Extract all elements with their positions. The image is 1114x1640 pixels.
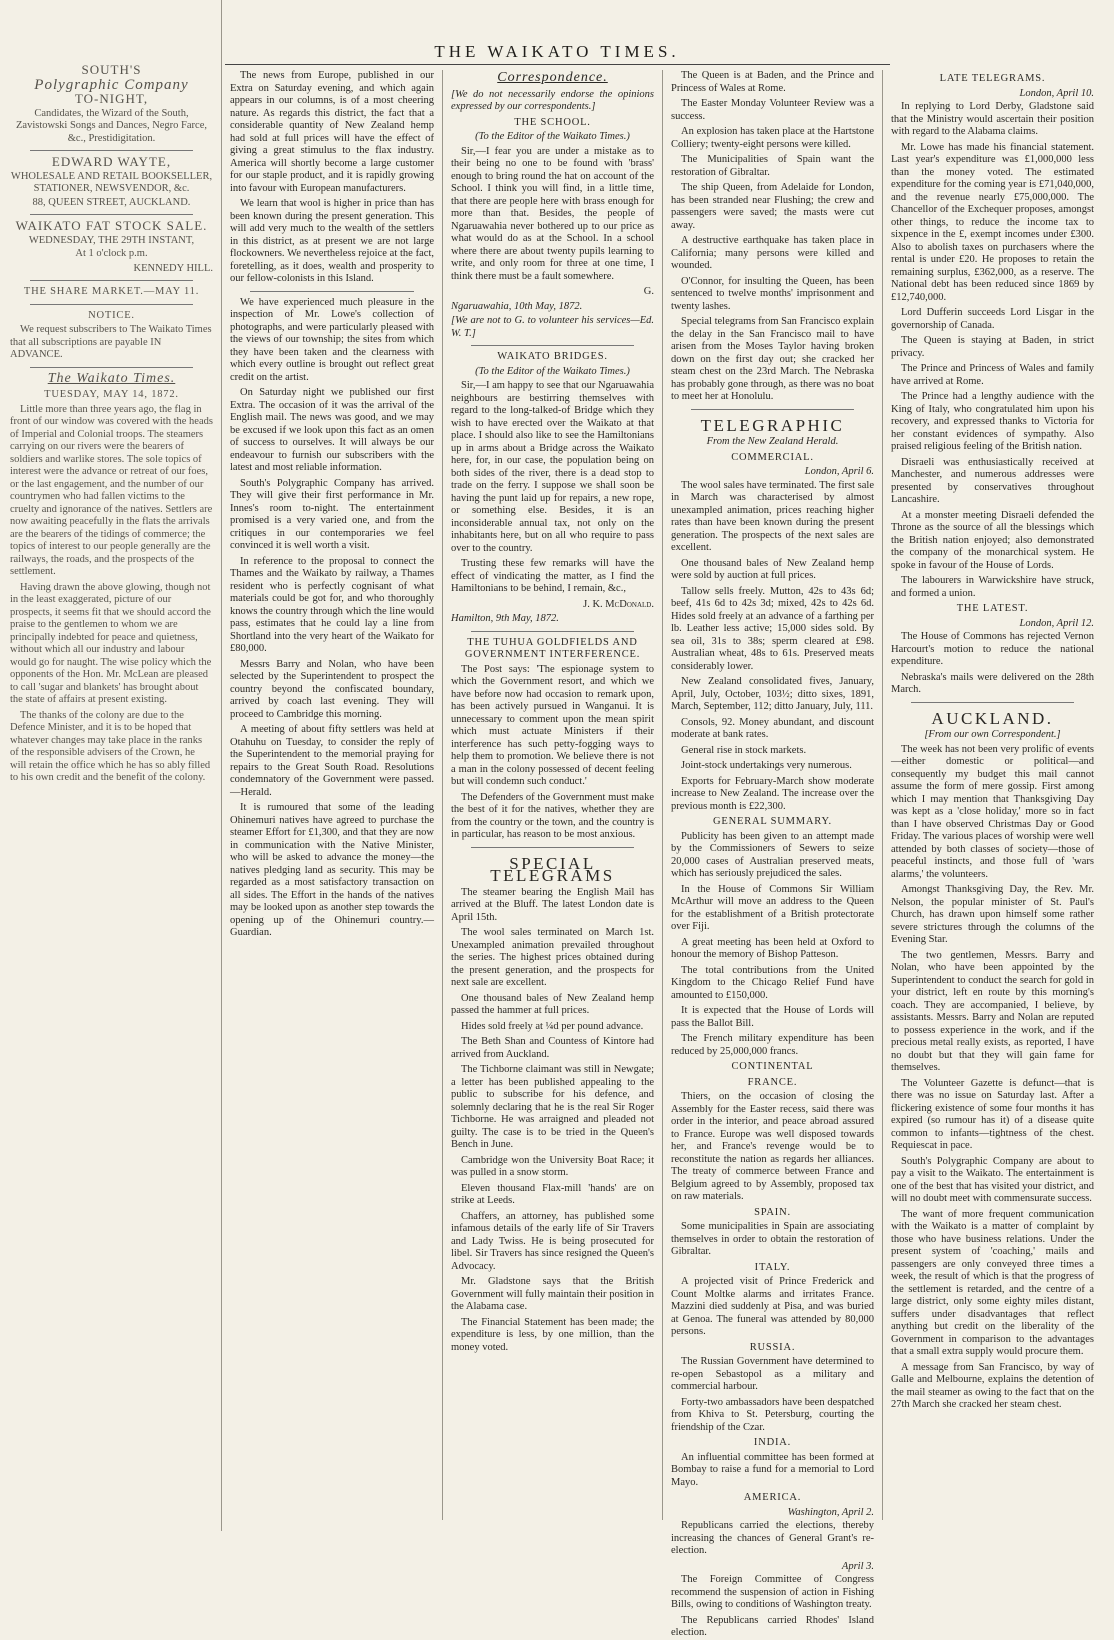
masthead-title: THE WAIKATO TIMES. (434, 42, 680, 61)
telegraphic-source: From the New Zealand Herald. (706, 436, 839, 447)
commercial-dateline: London, April 6. (804, 466, 874, 477)
summary-paragraph: The French military expenditure has been reduced by 25,000,000 francs. (671, 1033, 874, 1057)
italy-heading: ITALY. (754, 1261, 791, 1273)
telegram-paragraph: The Prince and Princess of Wales and family have arrived at Rome. (891, 363, 1094, 387)
france-heading: FRANCE. (747, 1076, 798, 1088)
america-dateline: Washington, April 2. (787, 1506, 874, 1518)
telegram-paragraph: The ship Queen, from Adelaide for London, has been stranded near Flushing; the crew and passengers were saved; the masts were cut away. (671, 182, 874, 231)
latest-dateline: London, April 12. (1019, 617, 1094, 629)
ad-wayte-trade: WHOLESALE AND RETAIL BOOKSELLER, STATIONER, NEWSVENDOR, &c. (10, 170, 213, 194)
editor-note: [We are not to G. to volunteer his services—Ed. W. T.] (451, 315, 654, 339)
auckland-paragraph: A message from San Francisco, by way of Galle and Melbourne, explains the detention of the mail steamer as owing to the fact that on the 27th March she cracked her steam chest. (891, 1361, 1094, 1410)
telegram-paragraph: The House of Commons has rejected Vernon Harcourt's motion to reduce the national expenditure. (891, 631, 1094, 667)
letter-signature: J. K. McDonald. (583, 598, 654, 610)
letter-body: Sir,—I am happy to see that our Ngaruawahia neighbours are bestirring themselves with regard to the long-talked-of Bridge which they wish to have erected over the Waikato at that place. I should also like to see the Hamiltonians up in arms about a Bridge across the Waikato here, for, in our case, the population being on both sides of the river, there is a dead stop to trade on the ferry. I suppose we shall soon be having the punt laid up for repairs, a new rope, or something else. Besides, it is an inconsiderable annual tax, not only on the inhabitants here, but on all who require to pass over to the country. (451, 380, 654, 554)
telegram-paragraph: The Municipalities of Spain want the restoration of Gibraltar. (671, 154, 874, 178)
news-paragraph: We have experienced much pleasure in the inspection of Mr. Lowe's collection of photographs, and were particularly pleased with the views of our township; the sites from which they have been taken and the clearness with which every outline is brought out reflect great credit on the artist. (230, 296, 434, 383)
commercial-paragraph: New Zealand consolidated fives, January, April, July, October, 103½; ditto sixes, 1891, March, September, 112; ditto January, July, 111. (671, 676, 874, 712)
commercial-heading: COMMERCIAL. (731, 451, 814, 463)
news-paragraph: We learn that wool is higher in price than has been known during the present generation. This will add very much to the wealth of the settlers in this district, as at present we are not large flockowners. We nevertheless rejoice at the fact, foretelling, as it does, wealth and prosperity to our fellow-colonists in this Island. (230, 198, 434, 284)
telegram-paragraph: Hides sold freely at ¼d per pound advance. (461, 1020, 644, 1032)
telegram-paragraph: The Prince had a lengthy audience with the King of Italy, who congratulated him upon his recovery, and expressed thanks to Victoria for her constant evidences of sympathy. Also praised religious feeling of the British nation. (891, 391, 1094, 452)
left-column (0, 0, 222, 1531)
ad-south-tonight: TO-NIGHT, (74, 91, 149, 106)
news-paragraph: Messrs Barry and Nolan, who have been selected by the Superintendent to prospect the country beyond the confiscated boundary, arrived by coach last evening. They will proceed to Cambridge this morning. (230, 658, 434, 720)
continental-heading: CONTINENTAL (731, 1061, 814, 1072)
commercial-paragraph: General rise in stock markets. (681, 744, 807, 756)
late-telegrams-dateline: London, April 10. (1019, 87, 1094, 99)
russia-heading: RUSSIA. (749, 1341, 796, 1353)
telegram-paragraph: The Tichborne claimant was still in Newgate; a letter has been published appealing to the public to subscribe for his defence, and solemnly declaring that he is the real Sir Roger Tichborne. He was arraigned and pleaded not guilty. The case is to be tried in the Queen's Bench in June. (451, 1064, 654, 1150)
america-heading: AMERICA. (743, 1492, 802, 1503)
spain-heading: SPAIN. (754, 1206, 791, 1218)
correspondence-note: [We do not necessarily endorse the opinions expressed by our correspondents.] (451, 88, 654, 112)
country-paragraph: An influential committee has been formed at Bombay to raise a fund for a memorial to Lord Mayo. (671, 1451, 874, 1488)
divider (471, 847, 634, 848)
country-paragraph: Republicans carried the elections, thereby increasing the chances of General Grant's re-election. (671, 1520, 874, 1556)
summary-paragraph: A great meeting has been held at Oxford to honour the memory of Bishop Patteson. (671, 936, 874, 960)
masthead-rule (225, 64, 890, 65)
country-paragraph: Some municipalities in Spain are associating themselves in order to obtain the restoration of Gibraltar. (671, 1221, 874, 1257)
letter-date: Ngaruawahia, 10th May, 1872. (451, 300, 583, 312)
telegram-paragraph: One thousand bales of New Zealand hemp passed the hammer at full prices. (451, 992, 654, 1016)
latest-heading: THE LATEST. (956, 603, 1029, 614)
telegram-paragraph: Lord Dufferin succeeds Lord Lisgar in the governorship of Canada. (891, 307, 1094, 331)
country-paragraph: The Russian Government have determined to re-open Sebastopol as a military and commercial harbour. (671, 1356, 874, 1392)
news-paragraph: On Saturday night we published our first Extra. The occasion of it was the arrival of the English mail. The news was good, and we may be excused if we look upon this fact as an omen of success to ourselves. It will always be our endeavour to furnish our subscribers with the latest and most reliable information. (230, 387, 434, 473)
telegram-paragraph: O'Connor, for insulting the Queen, has been sentenced to twelve months' imprisonment and twenty lashes. (671, 275, 874, 312)
bridges-subheading: (To the Editor of the Waikato Times.) (475, 365, 630, 377)
notice-body: We request subscribers to The Waikato Times that all subscriptions are payable IN ADVANCE. (10, 324, 212, 360)
school-heading: THE SCHOOL. (514, 116, 591, 128)
summary-paragraph: It is expected that the House of Lords will pass the Ballot Bill. (671, 1005, 874, 1029)
ad-south-subtitle: Polygraphic Company (34, 76, 189, 93)
telegram-paragraph: An explosion has taken place at the Hartstone Colliery; twenty-eight persons were killed. (671, 126, 874, 150)
column-2 (442, 70, 662, 1520)
special-telegrams-heading: SPECIAL TELEGRAMS (490, 853, 615, 885)
commercial-paragraph: Exports for February-March show moderate increase to New Zealand. The increase over the previous month is £22,300. (671, 775, 874, 812)
letter-signature: G. (643, 286, 654, 297)
telegram-paragraph: The steamer bearing the English Mail has arrived at the Bluff. The latest London date is April 15th. (451, 886, 654, 923)
divider (471, 631, 634, 632)
late-telegrams-heading: LATE TELEGRAMS. (939, 73, 1046, 84)
telegram-paragraph: A destructive earthquake has taken place in California; many persons were killed and wounded. (671, 235, 874, 271)
country-paragraph: Forty-two ambassadors have been despatched from Khiva to St. Petersburg, courting the friendship of the Czar. (671, 1396, 874, 1433)
telegram-paragraph: Mr. Lowe has made his financial statement. Last year's expenditure was £1,000,000 less than the money voted. The estimated expenditure for the coming year is £71,040,000, and the revenue nearly £75,000,000. The Chancellor of the Exchequer proposes, amongst other things, to reduce the income tax to sixpence in the £, exempt incomes under £300. Also to abolish taxes on purchasers where the rental is under £20. He proposes to retain the remaining surplus, £362,000, as a reserve. The National debt has been reduced since 1869 by £12,740,000. (891, 141, 1094, 303)
ad-south-title: SOUTH'S (81, 62, 142, 77)
column-3 (662, 70, 882, 1638)
news-paragraph: It is rumoured that some of the leading Ohinemuri natives have agreed to purchase the steamer Effort for £1,300, and that they are now in communication with the Native Minister, who will be asked to advance the money—the natives pledging land as security. This may be regarded as a most satisfactory transaction on all sides. The Effort in the hands of the natives may be looked upon as another step towards the opening up of the Ohinemuri country.—Guardian. (230, 802, 434, 938)
divider (30, 367, 193, 368)
divider (30, 214, 193, 215)
telegram-paragraph: Nebraska's mails were delivered on the 28th March. (891, 671, 1094, 695)
divider (30, 280, 193, 281)
column-4 (882, 70, 1102, 1520)
article-body: The Defenders of the Government must make the best of it for the natives, whether they are from the country or the town, and the country is in particular, has reason to be most anxious. (451, 791, 654, 840)
country-paragraph: A projected visit of Prince Frederick and Count Moltke alarms and irritates France. Mazzini died suddenly at Pisa, and was buried at Genoa. The funeral was attended by 80,000 persons. (671, 1276, 874, 1337)
telegram-paragraph: Mr. Gladstone says that the British Government will fully maintain their position in the Alabama case. (451, 1276, 654, 1312)
bridges-heading: WAIKATO BRIDGES. (497, 351, 608, 362)
divider (30, 150, 193, 151)
divider (691, 409, 854, 410)
article-body: The Post says: 'The espionage system to which the Government resort, and which we have before now had occasion to remark upon, has been actively pursued in Wanganui. It is unnecessary to comment upon the mean spirit which must actuate Ministers if their interference has such petty-fogging ways to help them to promotion. We believe there is not a man in the colony possessed of decent feeling but will condemn such conduct.' (451, 663, 654, 787)
telegram-paragraph: The wool sales terminated on March 1st. Unexampled animation prevailed throughout the series. The highest prices obtained during the present generation, and the prospects for next sale are excellent. (451, 927, 654, 988)
divider (250, 291, 414, 292)
notice-heading: NOTICE. (88, 309, 135, 321)
summary-paragraph: The total contributions from the United Kingdom to the Chicago Relief Fund have amounted to £150,000. (671, 964, 874, 1001)
letter-body: Sir,—I fear you are under a mistake as to their being no one to be found with 'brass' enough to bring round the hat on account of the School. I think you will find, in a little time, that there are people here with brass enough for more than that. Besides, the people of Ngaruawahia never bothered up to our price as what would do as at the School. In a school where there are about twenty pupils learning to write, and only room for three at one time, I think there must be a fault somewhere. (451, 145, 654, 282)
columns (222, 70, 1102, 1638)
telegram-paragraph: The Queen is at Baden, and the Prince and Princess of Wales at Rome. (671, 70, 874, 94)
america-dateline: April 3. (841, 1560, 874, 1572)
news-paragraph: South's Polygraphic Company has arrived. They will give their first performance in Mr. Innes's room to-night. The entertainment promised is a very varied one, and from the critiques in our contemporaries we feel convinced it is well worth a visit. (230, 477, 434, 551)
telegram-paragraph: Eleven thousand Flax-mill 'hands' are on strike at Leeds. (451, 1182, 654, 1206)
india-heading: INDIA. (753, 1437, 792, 1448)
auckland-paragraph: The Volunteer Gazette is defunct—that is there was no issue on Saturday last. After a flickering existence of some four months it has expired (so rumour has it) of a disease quite common to infants—tightness of the chest. Requiescat in pace. (891, 1077, 1094, 1151)
ad-wayte-address: 88, QUEEN STREET, AUCKLAND. (32, 196, 191, 208)
telegram-paragraph: Cambridge won the University Boat Race; it was pulled in a snow storm. (451, 1154, 654, 1178)
school-subheading: (To the Editor of the Waikato Times.) (475, 131, 630, 142)
commercial-paragraph: Consols, 92. Money abundant, and discount moderate at bank rates. (671, 716, 874, 740)
auckland-heading: AUCKLAND. (931, 708, 1054, 728)
country-paragraph: Thiers, on the occasion of closing the Assembly for the Easter recess, said there was order in the interior, and peace abroad assured to France. Europe was well disposed towards her, and France's revenge would be to reconstitute the nation as regards her alliances. The treaty of commerce between France and Belgium agreed to by Assembly, proposed tax on raw materials. (671, 1091, 874, 1202)
summary-paragraph: Publicity has been given to an attempt made by the Commissioners of Sewers to seize 20,000 cases of Australian preserved meats, which has seriously prejudiced the sales. (671, 830, 874, 879)
auckland-subheading: [From our own Correspondent.] (924, 729, 1061, 740)
summary-paragraph: In the House of Commons Sir William McArthur will move an address to the Queen for the establishment of a British protectorate over Fiji. (671, 883, 874, 932)
editorial-paragraph: Little more than three years ago, the flag in front of our window was covered with the heads of Imperial and Colonial troops. The steamers carrying on our rivers were the bearers of soldiers and warlike stores. The sole topics of interest were the advance or retreat of our foes, or the last engagement, and the number of our countrymen who had fallen victims to the cruelty and ignorance of the natives. Settlers are now awaiting peacefully in the flats the arrivals are the bearers of the tidings of commerce; the topics of interest to our people generally are the railways, the roads, and the prospects of the settlement. (10, 403, 213, 577)
telegram-paragraph: In replying to Lord Derby, Gladstone said that the Ministry would ascertain their position with regard to the Alabama claims. (891, 101, 1094, 137)
divider (911, 702, 1074, 703)
auckland-paragraph: The want of more frequent communication with the Waikato is a matter of complaint by those who have business relations. Under the present system of 'coaching,' mails and passengers are only conveyed three times a week, the result of which is that the progress of the settlement is retarded, and the centre of a large district, only some eighty miles distant, suffers under disadvantages that reflect anything but credit on the liberality of the Government in comparison to the advantages that a small extra supply would procure them. (891, 1208, 1094, 1357)
telegram-paragraph: Disraeli was enthusiastically received at Manchester, and numerous addresses were presented by conservatives throughout Lancashire. (891, 456, 1094, 505)
commercial-paragraph: The wool sales have terminated. The first sale in March was characterised by almost unexampled animation, prices reaching higher rates than have been known during the present generation. The prospects of the next sales are excellent. (671, 479, 874, 553)
editorial-date: TUESDAY, MAY 14, 1872. (44, 389, 179, 400)
telegram-paragraph: At a monster meeting Disraeli defended the Throne as the source of all the blessings which the British nation enjoyed; also demonstrated the company of the monarchical system. He spoke in favour of the House of Lords. (891, 509, 1094, 571)
general-summary-heading: GENERAL SUMMARY. (713, 816, 832, 827)
auckland-paragraph: The week has not been very prolific of events—either domestic or political—and consequently my budget this mail cannot assume the form of mere gossip. First among which I may mention that Thanksgiving Day was kept as a 'close holiday,' more so in fact than I have observed Christmas Day or Good Friday. The various places of worship were well attended by both classes of society—those of peaceful instincts, and those full of 'wars alarms,' the volunteers. (891, 743, 1094, 880)
share-market-heading: THE SHARE MARKET.—MAY 11. (23, 286, 200, 297)
editorial-paragraph: The thanks of the colony are due to the Defence Minister, and it is to be hoped that whatever changes may take place in the ranks of the responsible advisers of the Crown, he will retain the office which he has so ably filled to his own credit and the benefit of the colony. (10, 709, 211, 783)
commercial-paragraph: Joint-stock undertakings very numerous. (681, 760, 852, 771)
letter-date: Hamilton, 9th May, 1872. (451, 613, 559, 624)
tuhua-heading: THE TUHUA GOLDFIELDS AND GOVERNMENT INTERFERENCE. (464, 636, 641, 660)
ad-stock-sale-day: WEDNESDAY, THE 29TH INSTANT, (28, 234, 195, 246)
editorial-paragraph: Having drawn the above glowing, though not in the least exaggerated, picture of our prospects, it seems fit that we should accord the praise to the gentlemen to whom we are principally indebted for peace and quietness, without which all our industry and labour would go for naught. The wise policy which the opponents of the Hon. Mr. McLean are pleased to call 'sugar and blankets' has brought about the state of affairs at present existing. (10, 581, 212, 705)
telegram-paragraph: The Beth Shan and Countess of Kintore had arrived from Auckland. (451, 1036, 654, 1060)
editorial-masthead: The Waikato Times. (47, 370, 176, 386)
letter-body: Trusting these few remarks will have the effect of vindicating the matter, as I find the Hamiltonians to be behind, I remain, &c., (451, 558, 654, 594)
country-paragraph: The Republicans carried Rhodes' Island election. (671, 1614, 874, 1638)
news-paragraph: The news from Europe, published in our Extra on Saturday evening, and which again appears in our columns, is of a most cheering nature. As regards this district, the fact that a considerable quantity of New Zealand hemp had sold at full prices will have the effect of giving a great stimulus to the flax industry. America will shortly become a large customer for our staple product, and it is rapidly growing into favour with European manufacturers. (230, 70, 434, 194)
news-paragraph: In reference to the proposal to connect the Thames and the Waikato by railway, a Thames resident who is perfectly cognisant of what materials could be got for, and who thoroughly knows the country through which the line would pass, estimates that he could lay a line from Shortland into the very heart of the Waikato for £80,000. (230, 555, 434, 654)
telegram-paragraph: The Easter Monday Volunteer Review was a success. (671, 98, 874, 122)
commercial-paragraph: Tallow sells freely. Mutton, 42s to 43s 6d; beef, 41s 6d to 42s 3d; mixed, 42s to 42s 6d. Hides sold freely at an advance of a farthing per lb. Leather less active; 15,000 sides sold. By sea oil, 31s to 38s; sperm cleared at £98. Australian wheat, 48s to 61s. Preserved meats considerably lower. (671, 585, 874, 672)
divider (30, 304, 193, 305)
auckland-paragraph: South's Polygraphic Company are about to pay a visit to the Waikato. The entertainment is one of the best that has visited your district, and will no doubt meet with commensurate success. (891, 1155, 1094, 1204)
telegram-paragraph: Chaffers, an attorney, has published some infamous details of the early life of Sir Travers and Lady Twiss. He is being prosecuted for libel. Sir Travers has since resigned the Queen's Advocacy. (451, 1210, 654, 1272)
ad-stock-sale-seller: KENNEDY HILL. (133, 262, 213, 274)
ad-south-body: Candidates, the Wizard of the South, Zavistowski Songs and Dances, Negro Farce, &c., Prestidigitation. (16, 107, 207, 144)
telegram-paragraph: The labourers in Warwickshire have struck, and formed a union. (891, 575, 1094, 599)
news-paragraph: A meeting of about fifty settlers was held at Otahuhu on Tuesday, to consider the reply of the Superintendent to the memorial praying for repairs to the Great South Road. Resolutions condemnatory of the Government were passed.—Herald. (230, 724, 434, 798)
telegram-paragraph: Special telegrams from San Francisco explain the delay in the San Francisco mail to have arisen from the Moses Taylor having broken down on the first day out; she cracked her steam chest on the 23rd March. The Nebraska has probably gone through, as there was no boat to meet her at Honolulu. (671, 316, 874, 402)
auckland-paragraph: Amongst Thanksgiving Day, the Rev. Mr. Nelson, the popular minister of St. Paul's Church, has drawn upon himself some rather severe strictures through the columns of the Evening Star. (891, 884, 1094, 945)
ad-wayte-name: EDWARD WAYTE, (51, 154, 172, 169)
country-paragraph: The Foreign Committee of Congress recommend the suspension of action in Fishing Bills, owing to conditions of Washington treaty. (671, 1574, 874, 1610)
ad-stock-sale-time: At 1 o'clock p.m. (75, 248, 148, 259)
ad-stock-sale-title: WAIKATO FAT STOCK SALE. (15, 218, 208, 233)
correspondence-heading: Correspondence. (497, 70, 608, 85)
telegram-paragraph: The Queen is staying at Baden, in strict privacy. (891, 335, 1094, 359)
telegraphic-heading: TELEGRAPHIC (700, 415, 845, 435)
telegram-paragraph: The Financial Statement has been made; the expenditure is less, by one million, than the money voted. (451, 1316, 654, 1353)
divider (471, 345, 634, 346)
commercial-paragraph: One thousand bales of New Zealand hemp were sold by auction at full prices. (671, 557, 874, 581)
auckland-paragraph: The two gentlemen, Messrs. Barry and Nolan, who have been appointed by the Superintendent to conduct the search for gold in your district, left en route by this morning's coach. They are accompanied, I believe, by assistants. Messrs. Barry and Nolan are reputed to possess experience in the work, and if the precious metal really exists, as reported, I have no doubt but that they will gain fame for themselves. (891, 949, 1094, 1073)
column-1 (222, 70, 442, 1520)
